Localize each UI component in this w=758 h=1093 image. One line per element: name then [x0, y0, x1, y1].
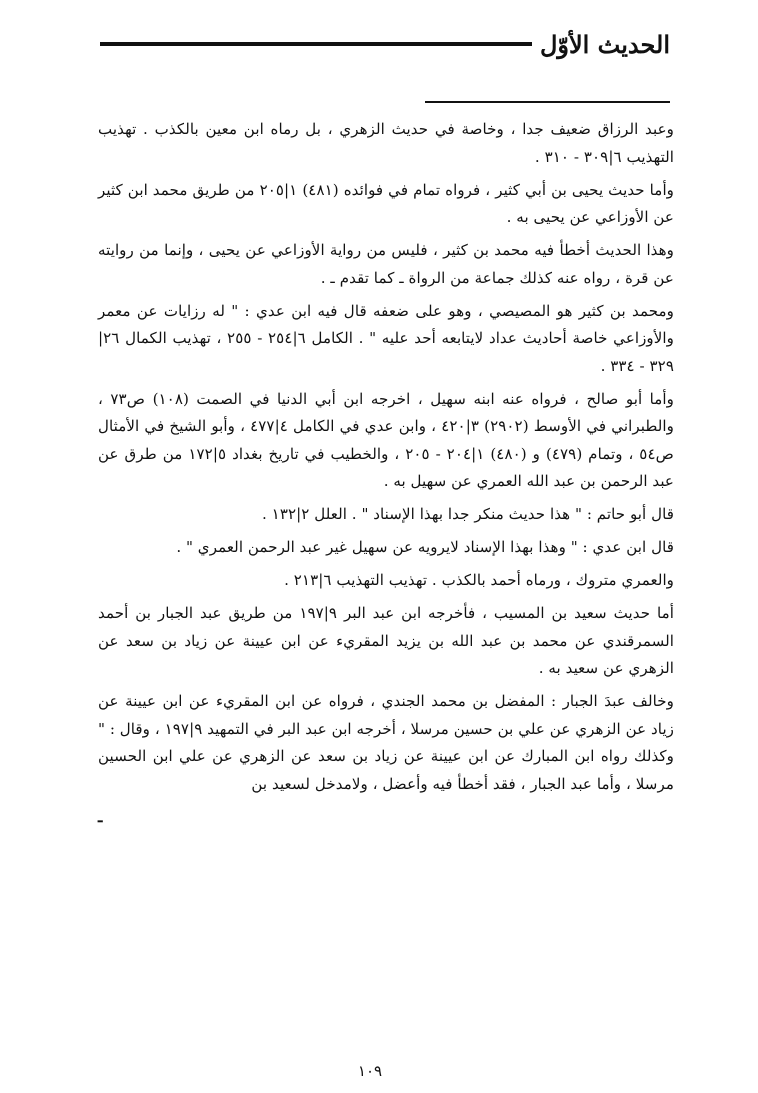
paragraph: والعمري متروك ، ورماه أحمد بالكذب . تهذيب التهذيب ٦|٢١٣ . — [284, 571, 674, 589]
paragraph: وأما أبو صالح ، فرواه عنه ابنه سهيل ، اخرجه ابن أبي الدنيا في الصمت (١٠٨) ص٧٣ ، والطبراني في الأوسط (٢٩٠٢) ٣|٤٢٠ ، وابن عدي في الكامل ٤|٤٧٧ ، وأبو الشيخ في الأمثال ص٥٤ ، وتمام (٤٧٩) و (٤٨٠) ١|٢٠٤ - ٢٠٥ ، والخطيب في تاريخ بغداد ٥|١٧٢ من طرق عن عبد الرحمن بن عبد الله العمري عن سهيل به . — [98, 389, 674, 490]
paragraph: وخالف عبدَ الجبار : المفضل بن محمد الجندي ، فرواه عن ابن المقريء عن ابن عيينة عن زياد عن الزهري عن علي بن حسين مرسلا ، أخرجه ابن عبد البر في التمهيد ٩|١٩٧ ، وقال : " وكذلك رواه ابن المبارك عن ابن عيينة عن زياد بن سعد عن الزهري عن علي ابن الحسين مرسلا ، وأما عبد الجبار ، فقد أخطأ فيه وأعضل ، ولامدخل لسعيد بن — [98, 692, 675, 793]
page-header — [100, 26, 670, 62]
paragraph: قال أبو حاتم : " هذا حديث منكر جدا بهذا الإسناد " . العلل ٢|١٣٢ . — [262, 505, 674, 523]
paragraph: أما حديث سعيد بن المسيب ، فأخرجه ابن عبد البر ٩|١٩٧ من طريق عبد الجبار بن أحمد السمرقندي عن محمد بن عبد الله بن يزيد المقريء عن ابن عيينة عن زياد بن سعد عن الزهري عن سعيد به . — [98, 604, 674, 677]
footnote-text — [98, 116, 674, 831]
continuation-mark: ـ — [98, 807, 103, 826]
footnote-separator — [425, 101, 670, 103]
paragraph: وعبد الرزاق ضعيف جدا ، وخاصة في حديث الزهري ، بل رماه ابن معين بالكذب . تهذيب التهذيب ٦|٣٠٩ - ٣١٠ . — [98, 120, 674, 166]
chapter-title: الحديث الأوّل — [539, 29, 670, 59]
paragraph: وأما حديث يحيى بن أبي كثير ، فرواه تمام في فوائده (٤٨١) ١|٢٠٥ من طريق محمد ابن كثير عن الأوزاعي عن يحيى به . — [98, 180, 674, 226]
paragraph: قال ابن عدي : " وهذا بهذا الإسناد لايرويه عن سهيل غير عبد الرحمن العمري " . — [176, 538, 674, 556]
paragraph: ومحمد بن كثير هو المصيصي ، وهو على ضعفه قال فيه ابن عدي : " له رزايات عن معمر والأوزاعي خاصة أحاديث عداد لايتابعه أحد عليه " . الكامل ٦|٢٥٤ - ٢٥٥ ، تهذيب الكمال ٢٦|٣٢٩ - ٣٣٤ . — [98, 301, 674, 375]
header-rule — [100, 42, 532, 46]
page-number: ١٠٩ — [357, 1062, 383, 1080]
paragraph: وهذا الحديث أخطأ فيه محمد بن كثير ، فليس من رواية الأوزاعي عن يحيى ، وإنما من روايته عن قرة ، رواه عنه كذلك جماعة من الرواة ـ كما تقدم ـ . — [98, 241, 674, 287]
